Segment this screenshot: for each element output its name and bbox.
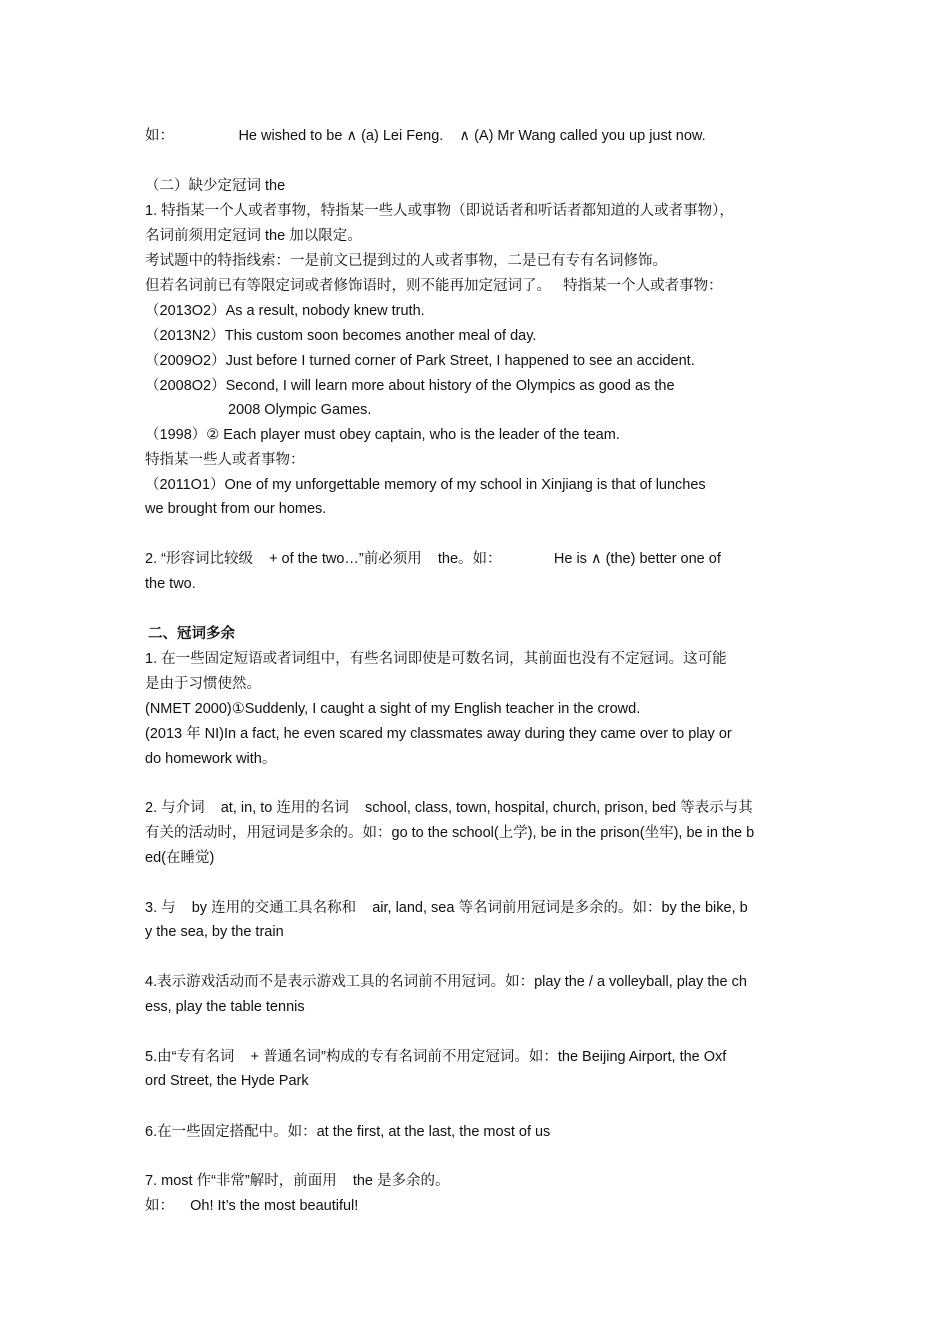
section-heading-missing-definite-article: （二）缺少定冠词 the <box>145 178 286 194</box>
example-2013n2: （2013N2）This custom soon becomes another meal of day. <box>145 328 537 344</box>
subheading-specific-people-things: 特指某一些人或者事物： <box>145 452 305 468</box>
redundant-rule-7: 7. most 作“非常”解时，前面用 the 是多余的。 <box>145 1173 450 1189</box>
section-heading-redundant-article: 二、冠词多余 <box>148 626 235 642</box>
example-nmet-2000: (NMET 2000)①Suddenly, I caught a sight of my English teacher in the crowd. <box>145 701 641 717</box>
redundant-rule-2-line-2: 有关的活动时，用冠词是多余的。如：go to the school(上学), be in the prison(坐牢), be in the b <box>145 825 755 841</box>
rule-1-line-1: 1. 特指某一个人或者事物，特指某一些人或事物（即说话者和听话者都知道的人或者事物）， <box>145 203 734 219</box>
example-2008o2-line-2: 2008 Olympic Games. <box>228 402 372 418</box>
redundant-rule-7-example: 如： Oh! It’s the most beautiful! <box>145 1198 359 1214</box>
redundant-rule-5-line-2: ord Street, the Hyde Park <box>145 1073 309 1089</box>
example-2013-ni-line-1: (2013 年 NI)In a fact, he even scared my classmates away during they came over to play or <box>145 726 732 742</box>
redundant-rule-1-line-2: 是由于习惯使然。 <box>145 676 261 692</box>
redundant-rule-4-line-1: 4.表示游戏活动而不是表示游戏工具的名词前不用冠词。如：play the / a volleyball, play the ch <box>145 974 747 990</box>
redundant-rule-3-line-1: 3. 与 by 连用的交通工具名称和 air, land, sea 等名词前用冠词是多余的。如：by the bike, b <box>145 900 748 916</box>
redundant-rule-2-line-1: 2. 与介词 at, in, to 连用的名词 school, class, town, hospital, church, prison, bed 等表示与其 <box>145 800 753 816</box>
exception-line: 但若名词前已有等限定词或者修饰语时，则不能再加定冠词了。 特指某一个人或者事物： <box>145 278 723 294</box>
redundant-rule-1-line-1: 1. 在一些固定短语或者词组中，有些名词即使是可数名词，其前面也没有不定冠词。这可能 <box>145 651 727 667</box>
example-2013-ni-line-2: do homework with。 <box>145 751 277 767</box>
example-1998: （1998）② Each player must obey captain, who is the leader of the team. <box>145 427 620 443</box>
rule-1-line-2: 名词前须用定冠词 the 加以限定。 <box>145 228 362 244</box>
redundant-rule-6: 6.在一些固定搭配中。如：at the first, at the last, the most of us <box>145 1124 551 1140</box>
redundant-rule-4-line-2: ess, play the table tennis <box>145 999 305 1015</box>
example-2011o1-line-2: we brought from our homes. <box>145 501 327 517</box>
example-2009o2: （2009O2）Just before I turned corner of Park Street, I happened to see an accident. <box>145 353 695 369</box>
redundant-rule-2-line-3: ed(在睡觉) <box>145 850 215 866</box>
example-2013o2: （2013O2）As a result, nobody knew truth. <box>145 303 425 319</box>
example-line-lei-feng: 如： He wished to be ∧ (a) Lei Feng. ∧ (A) Mr Wang called you up just now. <box>145 128 706 144</box>
redundant-rule-5-line-1: 5.由“专有名词 + 普通名词”构成的专有名词前不用定冠词。如：the Beijing Airport, the Oxf <box>145 1049 727 1065</box>
example-2011o1-line-1: （2011O1）One of my unforgettable memory of my school in Xinjiang is that of lunches <box>145 477 706 493</box>
exam-clue-line: 考试题中的特指线索：一是前文已提到过的人或者事物，二是已有专有名词修饰。 <box>145 253 667 269</box>
rule-2-comparative-line-1: 2. “形容词比较级 + of the two…”前必须用 the。如： He is ∧ (the) better one of <box>145 551 721 567</box>
rule-2-comparative-line-2: the two. <box>145 576 196 592</box>
example-2008o2-line-1: （2008O2）Second, I will learn more about history of the Olympics as good as the <box>145 378 675 394</box>
redundant-rule-3-line-2: y the sea, by the train <box>145 924 284 940</box>
